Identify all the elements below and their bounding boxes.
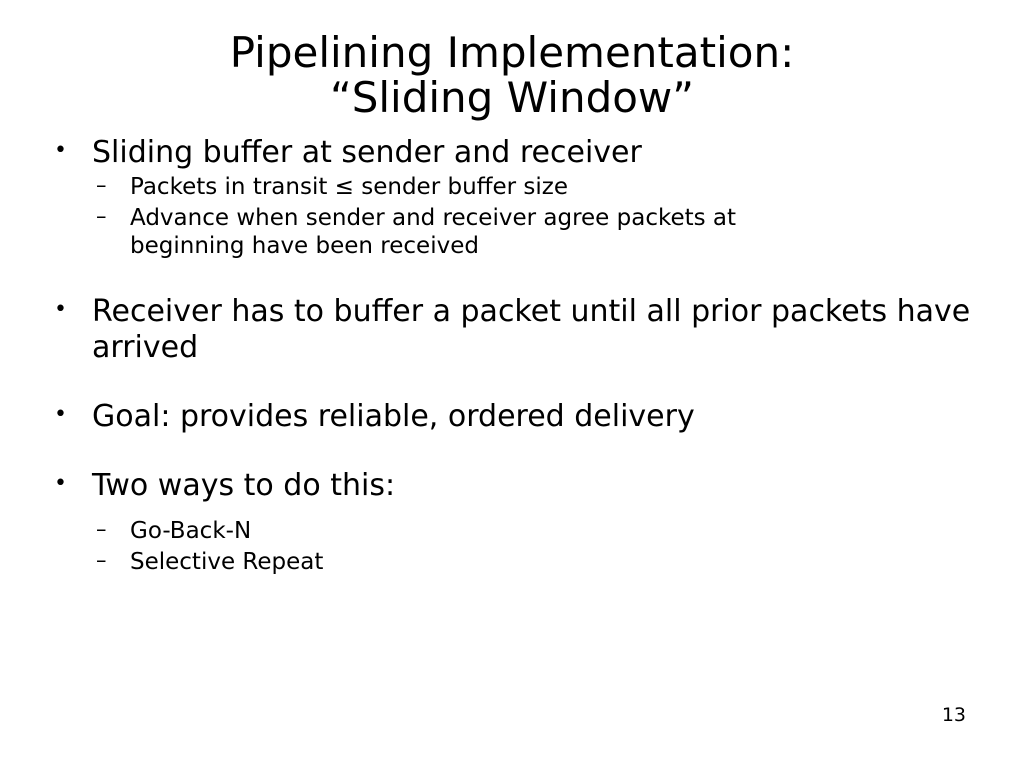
slide-title-line-1: Pipelining Implementation: [229, 28, 795, 77]
spacer [54, 434, 988, 466]
spacer [54, 504, 988, 514]
slide-title [0, 0, 1024, 121]
sub-bullet-item [96, 204, 988, 260]
sub-bullet-item [96, 517, 988, 545]
bullet-item [54, 399, 988, 434]
bullet-text: Receiver has to buffer a packet until all prior packets have arrived [92, 294, 971, 365]
sub-bullet-item [96, 173, 988, 201]
sub-bullet-text: Packets in transit ≤ sender buffer size [130, 174, 569, 201]
bullet-marker-icon: • [54, 402, 67, 428]
slide-title-line-2: “Sliding Window” [329, 73, 695, 123]
bullet-marker-icon: • [54, 471, 67, 497]
slide-body [0, 135, 1024, 576]
sub-bullet-text: Advance when sender and receiver agree packets at beginning have been received [130, 205, 737, 260]
dash-marker-icon: – [96, 547, 107, 572]
sub-bullet-text: Go-Back-N [130, 517, 252, 544]
dash-marker-icon: – [96, 516, 107, 541]
dash-marker-icon: – [96, 173, 107, 198]
bullet-item [54, 135, 988, 170]
bullet-text: Sliding buffer at sender and receiver [92, 134, 642, 170]
page-number: 13 [941, 704, 966, 726]
spacer [54, 365, 988, 397]
bullet-item [54, 294, 988, 365]
dash-marker-icon: – [96, 204, 107, 229]
sub-bullet-item [96, 548, 988, 576]
bullet-item [54, 468, 988, 503]
sub-bullet-text: Selective Repeat [130, 548, 324, 575]
bullet-text: Goal: provides reliable, ordered delivery [92, 399, 695, 435]
bullet-marker-icon: • [54, 137, 67, 163]
bullet-text: Two ways to do this: [92, 468, 396, 504]
bullet-marker-icon: • [54, 297, 67, 323]
spacer [54, 260, 988, 292]
